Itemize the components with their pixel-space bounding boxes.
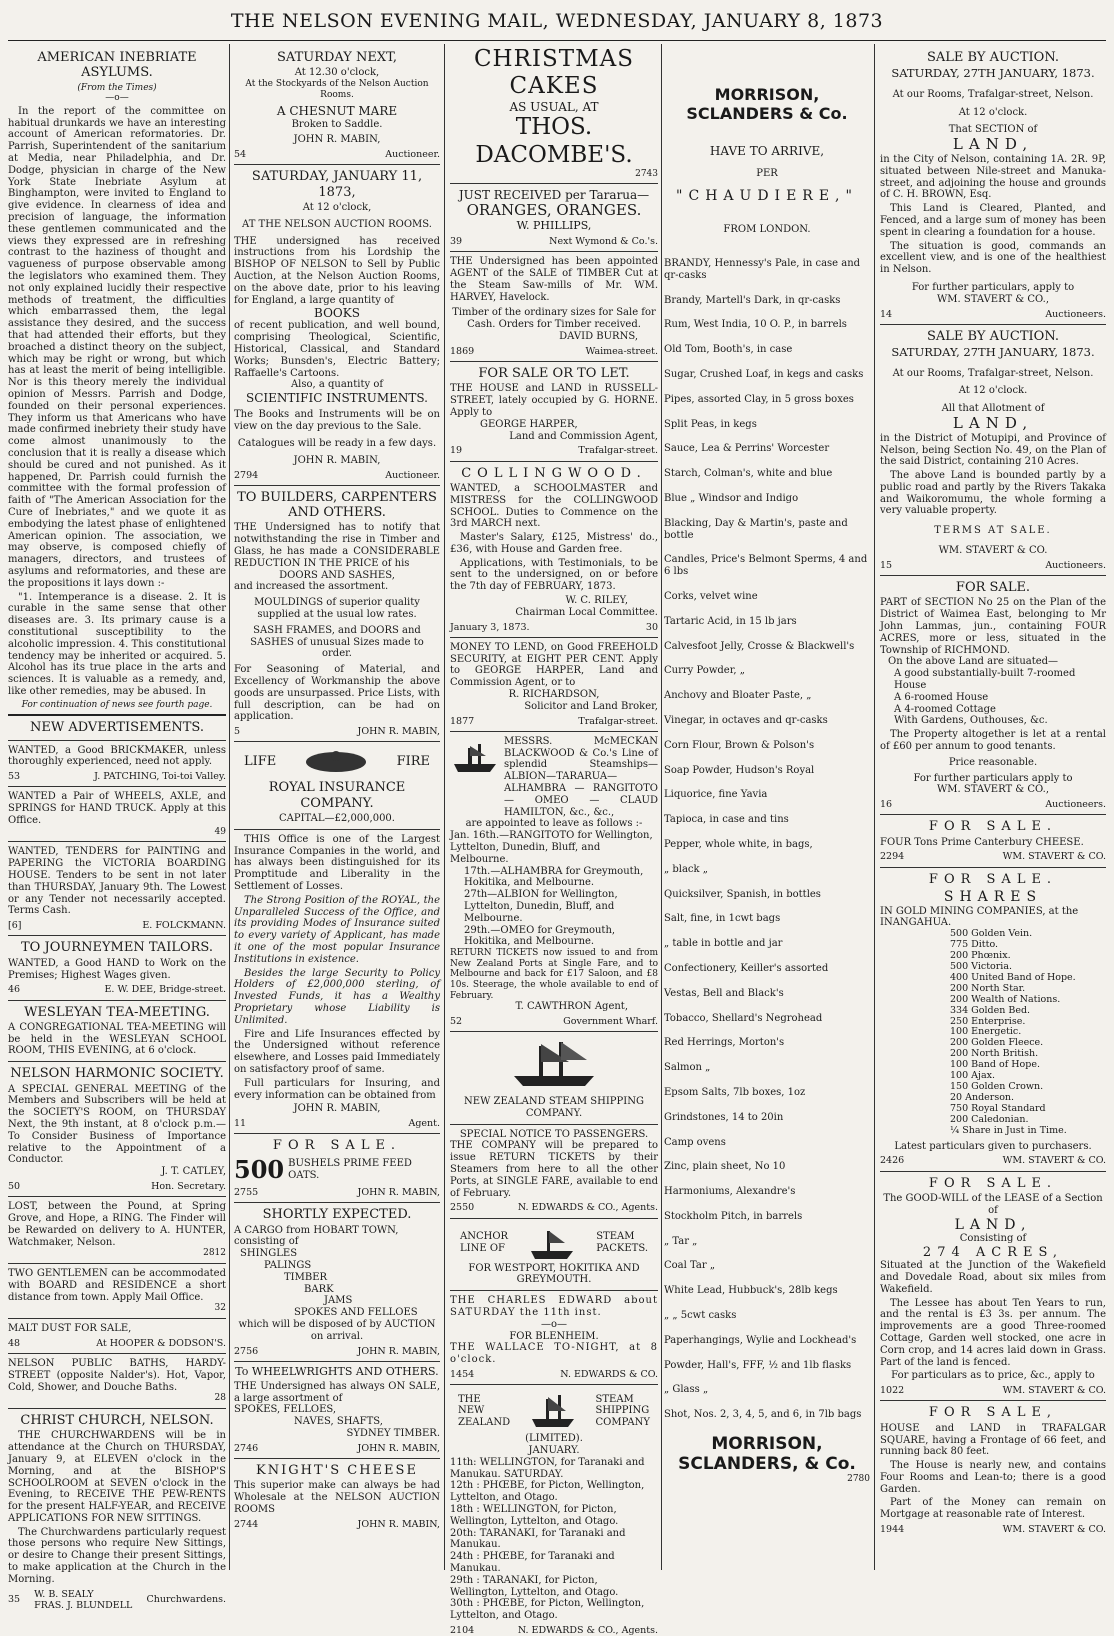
- goods-item: Starch, Colman's, white and blue: [664, 468, 833, 480]
- column-divider: [444, 44, 445, 1570]
- goods-item: Pipes, assorted Clay, in 5 gross boxes: [664, 393, 854, 405]
- goods-list: [664, 258, 870, 1421]
- share-item: 200 Caledonian.: [950, 1113, 1029, 1125]
- steamship-icon: [509, 1036, 599, 1092]
- advert-number: 39: [450, 236, 463, 248]
- advert-gentlemen: TWO GENTLEMEN can be accommodated with BOARD and RESIDENCE a short distance from town. Apply Mail Office.: [8, 1267, 226, 1303]
- masthead-rule: [8, 40, 1106, 41]
- goods-item: Calvesfoot Jelly, Crosse & Blackwell's: [664, 640, 855, 652]
- column-divider: [874, 44, 875, 1570]
- church-paragraph: The Churchwardens particularly request those persons who require New Sittings, or desire to Change their present Sittings, to make application at the Church in the Morning.: [8, 1526, 226, 1585]
- advert-signature: J. PATCHING, Toi-toi Valley.: [94, 771, 226, 783]
- nz-steam-title: NEW ZEALAND STEAM SHIPPING COMPANY.: [464, 1096, 644, 1119]
- advert-tenders: WANTED, TENDERS for PAINTING and PAPERING the VICTORIA BOARDING HOUSE. Tenders to be sent in not later than THURSDAY, January 9th. The Lowest or any Tender not necessarily accepted. Terms Cash.: [8, 846, 226, 917]
- christmas-cakes-title: CHRISTMAS CAKES: [473, 46, 635, 100]
- builders-title: TO BUILDERS, CARPENTERS AND OTHERS.: [237, 489, 437, 521]
- advert-number: 35: [8, 1594, 21, 1606]
- goods-item: Salt, fine, in 1cwt bags: [664, 913, 781, 925]
- advert-number: 50: [8, 1180, 21, 1192]
- advert-number: 1022: [880, 1385, 905, 1397]
- share-item: 100 Band of Hope.: [950, 1059, 1040, 1071]
- tailors-title: TO JOURNEYMEN TAILORS.: [21, 940, 213, 956]
- advert-number: 1944: [880, 1524, 905, 1536]
- goods-item: Grindstones, 14 to 20in: [664, 1111, 784, 1123]
- goods-item: Candles, Price's Belmont Sperms, 4 and 6 lbs: [664, 554, 868, 578]
- goods-item: „ Glass „: [664, 1384, 709, 1396]
- advert-number: 2780: [847, 1474, 870, 1485]
- advert-number: 48: [8, 1337, 21, 1349]
- goods-item: Blue „ Windsor and Indigo: [664, 492, 799, 504]
- goods-item: Epsom Salts, 7lb boxes, 1oz: [664, 1086, 806, 1098]
- advert-tailors: WANTED, a Good HAND to Work on the Premises; Highest Wages given.: [8, 957, 226, 981]
- share-item: 500 Golden Vein.: [950, 928, 1033, 940]
- share-item: 750 Royal Standard: [950, 1102, 1046, 1114]
- shares-list: [950, 929, 1106, 1137]
- advert-number: 54: [234, 149, 247, 161]
- advert-number: [6]: [8, 920, 22, 932]
- goods-item: Red Herrings, Morton's: [664, 1037, 785, 1049]
- share-item: 150 Golden Crown.: [950, 1081, 1044, 1093]
- masthead: THE NELSON EVENING MAIL, WEDNESDAY, JANUARY 8, 1873: [230, 10, 884, 32]
- advert-number: 53: [8, 771, 21, 783]
- goods-item: Tobacco, Shellard's Negrohead: [664, 1012, 823, 1024]
- asylums-paragraph: "1. Intemperance is a disease. 2. It is curable in the same sense that other diseases are. 3. Its primary cause is a constitutional susceptibility to the alcoholic impression. 4. This constitutional tendency may be inherited or acquired. 5. Alcohol has its true place in the arts and sciences. It is valuable as a remedy, and, like other remedies, may be abused. In: [8, 591, 226, 697]
- books-paragraph: THE undersigned has received instructions from his Lordship the BISHOP OF NELSON to Sell by Public Auction, at the Nelson Auction Rooms, on the above date, prior to his leaving for England, a large quantity of: [234, 235, 440, 306]
- church-paragraph: THE CHURCHWARDENS will be in attendance at the Church on THURSDAY, January 9, at ELEVEN o'clock in the Morning, and at the BISHOP'S SCHOOLROOM at SEVEN o'clock in the Evening, to RECEIVE THE PEW-RENTS for the present HALF-YEAR, and RECEIVE APPLICATIONS FOR NEW SITTINGS.: [8, 1430, 226, 1524]
- share-item: 200 Wealth of Nations.: [950, 993, 1061, 1005]
- advert-number: 28: [214, 1393, 226, 1404]
- advert-number: 2550: [450, 1202, 475, 1214]
- goods-item: Split Peas, in kegs: [664, 418, 757, 430]
- goods-item: Corn Flour, Brown & Polson's: [664, 739, 815, 751]
- advert-number: 5: [234, 726, 241, 738]
- asylums-continuation: For continuation of news see fourth page.: [21, 699, 213, 710]
- goods-item: Paperhangings, Wylie and Lockhead's: [664, 1334, 857, 1346]
- goods-item: Vinegar, in octaves and qr-casks: [664, 714, 828, 726]
- advert-number: 2743: [635, 168, 658, 179]
- goods-item: Vestas, Bell and Black's: [664, 987, 784, 999]
- goods-item: Quicksilver, Spanish, in bottles: [664, 888, 821, 900]
- auctioneer-name: JOHN R. MABIN,: [293, 134, 381, 146]
- share-item: 200 Phœnix.: [950, 949, 1011, 961]
- advert-malt: MALT DUST FOR SALE,: [8, 1322, 132, 1334]
- column-divider: [661, 44, 662, 1570]
- asylums-title: AMERICAN INEBRIATE ASYLUMS.: [37, 50, 197, 81]
- goods-item: Blacking, Day & Martin's, paste and bottle: [664, 517, 848, 541]
- goods-item: „ table in bottle and jar: [664, 938, 783, 950]
- advert-signature: J. T. CATLEY,: [161, 1166, 226, 1178]
- auction-heading: SATURDAY, JANUARY 11, 1873,: [251, 169, 423, 200]
- goods-item: Pepper, whole white, in bags,: [664, 838, 813, 850]
- goods-item: Soap Powder, Hudson's Royal: [664, 764, 815, 776]
- advert-harmonic: A SPECIAL GENERAL MEETING of the Members and Subscribers will be held at the SOCIETY'S ROOM, on THURSDAY Next, the 9th instant, at 8 o'clock p.m.— To Consider Business of Importance relative to the Appointment of a Conductor.: [8, 1083, 226, 1166]
- advert-signature: E. FOLCKMANN.: [142, 920, 226, 932]
- advert-number: 52: [450, 1016, 463, 1028]
- advert-wesleyan: A CONGREGATIONAL TEA-MEETING will be held in the WESLEYAN SCHOOL ROOM, THIS EVENING, at 6 o'clock.: [8, 1021, 226, 1057]
- goods-item: White Lead, Hubbuck's, 28lb kegs: [664, 1285, 838, 1297]
- advert-number: 19: [450, 445, 463, 457]
- goods-item: Old Tom, Booth's, in case: [664, 344, 793, 356]
- advert-number: 16: [880, 799, 893, 811]
- advert-number: 46: [8, 984, 21, 996]
- steamship-icon: [528, 1389, 578, 1433]
- goods-item: Salmon „: [664, 1062, 711, 1074]
- share-item: 400 United Band of Hope.: [950, 971, 1076, 983]
- new-adverts-title: NEW ADVERTISEMENTS.: [29, 720, 204, 736]
- share-item: 20 Anderson.: [950, 1091, 1015, 1103]
- advert-baths: NELSON PUBLIC BATHS, HARDY-STREET (opposite Nalder's). Hot, Vapor, Cold, Shower, and Douche Baths.: [8, 1357, 226, 1393]
- advert-number: 15: [880, 559, 893, 571]
- advert-number: 49: [214, 826, 226, 837]
- goods-item: Tartaric Acid, in 15 lb jars: [664, 615, 797, 627]
- share-item: 775 Ditto.: [950, 939, 999, 951]
- share-item: 100 Ajax.: [950, 1070, 995, 1082]
- column-1: AMERICAN INEBRIATE ASYLUMS. (From the Times) —o— In the report of the committee on habitual drunkards we have an interesting account of American reformatories. Dr. Parrish, Superintendent of the sanitarium at Media, near Philadelphia, and Dr. Dodge, physician in charge of the New York State Inebriate Asylum at Binghampton, were invited to England to give evidence. In clearness of idea and precision of language, the information these gentlemen communicated and the views they expressed are in refreshing contrast to the haziness of thought and vagueness of purpose observable among the legislators who examined them. They not only explained lucidly their respective methods of treatment, the difficulties which embarrassed them, the legal assistance they desired, and the success that had attended their efforts, but they broached a distinct theory on the subject, which may be right or wrong, but which has at least the merit of being intelligible. Nor is this theory merely the individual opinion of Messrs. Parrish and Dodge, founded on their personal experiences. They inform us that Americans who have made confirmed inebriety their study have come almost unanimously to the conclusion that it is really a disease which should be cured and not punished. As it happened, Dr. Parrish could furnish the committee with the formal profession of faith of "The American Association for the Cure of Inebriates," and we quote it as embodying the latest phase of enlightened American opinion. The association, we may observe, is composed chiefly of managers, directors, and trustees of asylums and reformatories, and these are the propositions it lays down :- "1. Intemperance is a disease. 2. It is curable in the same sense that other diseases are. 3. Its primary cause is a constitutional susceptibility to the alcoholic impression. 4. This constitutional tendency may be inherited or acquired. 5. Alcohol has its true place in the arts and sciences. It is valuable as a remedy, and, like other remedies, may be abused. In For continuation of news see fourth page. NEW ADVERTISEMENTS. WANTED, a Good BRICKMAKER, unless thoroughly experienced, need not apply. 53 J. PATCHING, Toi-toi Valley. WANTED a Pair of WHEELS, AXLE, and SPRINGS for HAND TRUCK. Apply at this Office. 49 WANTED, TENDERS for PAINTING and PAPERING the VICTORIA BOARDING HOUSE. Tenders to be sent in not later than THURSDAY, January 9th. The Lowest or any Tender not necessarily accepted. Terms Cash. [6] E. FOLCKMANN. TO JOURNEYMEN TAILORS. WANTED, a Good HAND to Work on the Premises; Highest Wages given. 46 E. W. DEE, Bridge-street. WESLEYAN TEA-MEETING. A CONGREGATIONAL TEA-MEETING will be held in the WESLEYAN SCHOOL ROOM, THIS EVENING, at 6 o'clock. NELSON HARMONIC SOCIETY. A SPECIAL GENERAL MEETING of the Members and Subscribers will be held at the SOCIETY'S ROOM, on THURSDAY Next, the 9th instant, at 8 o'clock p.m.— To Consider Business of Importance relative to the Appointment of a Conductor. J. T. CATLEY, 50 Hon. Secretary. LOST, between the Pound, at Spring Grove, and Hope, a RING. The Finder will be Rewarded on delivery to A. HUNTER, Watchmaker, Nelson. 2812 TWO GENTLEMEN can be accommodated with BOARD and RESIDENCE a short distance from town. Apply Mail Office. 32 MALT DUST FOR SALE, 48 At HOOPER & DODSON'S. NELSON PUBLIC BATHS, HARDY-STREET (opposite Nalder's). Hot, Vapor, Cold, Shower, and Douche Baths. 28 CHRIST CHURCH, NELSON. THE CHURCHWARDENS will be in attendance at the Church on THURSDAY, January 9, at ELEVEN o'clock in the Morning, and at the BISHOP'S SCHOOLROOM at SEVEN o'clock in the Evening, to RECEIVE THE PEW-RENTS for the present HALF-YEAR, and RECEIVE APPLICATIONS FOR NEW SITTINGS. The Churchwardens particularly request those persons who require New Sittings, or desire to Change their present Sittings, to make application at the Church in the Morning. 35 W. B. SEALY FRAS. J. BLUNDELL Churchwardens.: [8, 50, 226, 1611]
- advert-number: 2756: [234, 1345, 259, 1357]
- advert-number: 2426: [880, 1155, 905, 1167]
- advert-number: 2746: [234, 1442, 259, 1454]
- advert-number: 2744: [234, 1518, 259, 1530]
- advert-number: 2294: [880, 851, 905, 863]
- auction-heading: SATURDAY NEXT,: [276, 50, 397, 65]
- column-divider: [229, 44, 230, 1570]
- asylums-source: (From the Times): [77, 82, 157, 93]
- goods-item: Sauce, Lea & Perrins' Worcester: [664, 443, 830, 455]
- royal-title: ROYAL INSURANCE COMPANY.: [268, 780, 406, 811]
- share-item: ¼ Share in Just in Time.: [950, 1124, 1067, 1136]
- goods-item: Confectionery, Keiller's assorted: [664, 962, 829, 974]
- share-item: 200 North Star.: [950, 982, 1026, 994]
- goods-item: Rum, West India, 10 O. P., in barrels: [664, 319, 847, 331]
- share-item: 200 North British.: [950, 1048, 1039, 1060]
- dacombe-title: THOS. DACOMBE'S.: [475, 114, 633, 168]
- goods-item: Brandy, Martell's Dark, in qr-casks: [664, 294, 841, 306]
- morrison-footer: MORRISON, SCLANDERS, & Co.: [678, 1434, 856, 1475]
- goods-item: Harmoniums, Alexandre's: [664, 1186, 796, 1198]
- steamship-icon: [527, 1223, 577, 1263]
- share-item: 334 Golden Bed.: [950, 1004, 1031, 1016]
- advert-number: 11: [234, 1118, 247, 1130]
- steamship-icon: [450, 736, 500, 776]
- share-item: 500 Victoria.: [950, 960, 1013, 972]
- advert-number: 14: [880, 308, 893, 320]
- advert-signature: E. W. DEE, Bridge-street.: [104, 984, 226, 996]
- advert-number: 1877: [450, 715, 475, 727]
- goods-item: Corks, velvet wine: [664, 590, 758, 602]
- wesleyan-title: WESLEYAN TEA-MEETING.: [24, 1004, 210, 1020]
- church-title: CHRIST CHURCH, NELSON.: [20, 1412, 214, 1428]
- advert-number: 2812: [203, 1248, 226, 1259]
- goods-item: Stockholm Pitch, in barrels: [664, 1210, 803, 1222]
- goods-item: Tapioca, in case and tins: [664, 814, 789, 826]
- goods-item: Curry Powder, „: [664, 665, 745, 677]
- goods-item: Coal Tar „: [664, 1260, 716, 1272]
- advert-wheels: WANTED a Pair of WHEELS, AXLE, and SPRINGS for HAND TRUCK. Apply at this Office.: [8, 791, 226, 827]
- advert-number: 2794: [234, 469, 259, 481]
- column-2: SATURDAY NEXT, At 12.30 o'clock, At the Stockyards of the Nelson Auction Rooms. A CHESNUT MARE Broken to Saddle. JOHN R. MABIN, 54 Auctioneer. SATURDAY, JANUARY 11, 1873, At 12 o'clock, AT THE NELSON AUCTION ROOMS. THE undersigned has received instructions from his Lordship the BISHOP OF NELSON to Sell by Public Auction, at the Nelson Auction Rooms, on the above date, prior to his leaving for England, a large quantity of BOOKS of recent publication, and well bound, comprising Theological, Scientific, Historical, Classical, and Standard Works; Bunsden's, Electric Battery; Raffaelle's Cartoons. Also, a quantity of SCIENTIFIC INSTRUMENTS. The Books and Instruments will be on view on the day previous to the Sale. Catalogues will be ready in a few days. JOHN R. MABIN, 2794 Auctioneer. TO BUILDERS, CARPENTERS AND OTHERS. THE Undersigned has to notify that notwithstanding the rise in Timber and Glass, he has made a CONSIDERABLE REDUCTION IN THE PRICE of his DOORS AND SASHES, and increased the assortment. MOULDINGS of superior quality supplied at the usual low rates. SASH FRAMES, and DOORS and SASHES of unusual Sizes made to order. For Seasoning of Material, and Excellency of Workmanship the above goods are unsurpassed. Price Lists, with full description, can be had on application. 5 JOHN R. MABIN, LIFE FIRE ROYAL INSURANCE COMPANY. CAPITAL—£2,000,000. THIS Office is one of the Largest Insurance Companies in the world, and has always been distinguished for its Promptitude and Liberality in the Settlement of Losses. The Strong Position of the ROYAL, the Unparalleled Success of the Office, and its providing Modes of Insurance suited to every variety of Applicant, has made it one of the most popular Insurance Institutions in existence. Besides the large Security to Policy Holders of £2,000,000 sterling, of Invested Funds, it has a Wealthy Proprietary whose Liability is Unlimited. Fire and Life Insurances effected by the Undersigned without reference elsewhere, and Losses paid Immediately on satisfactory proof of same. Full particulars for Insuring, and every information can be obtained from JOHN R. MABIN, 11 Agent. FOR SALE. 500 BUSHELS PRIME FEED OATS. 2755 JOHN R. MABIN, SHORTLY EXPECTED. A CARGO from HOBART TOWN, consisting of SHINGLES PALINGS TIMBER BARK JAMS SPOKES AND FELLOES which will be disposed of by AUCTION on arrival. 2756 JOHN R. MABIN, To WHEELWRIGHTS AND OTHERS. THE Undersigned has always ON SALE, a large assortment of SPOKES, FELLOES, NAVES, SHAFTS, SYDNEY TIMBER. 2746 JOHN R. MABIN, KNIGHT'S CHEESE This superior make can always be had Wholesale at the NELSON AUCTION ROOMS 2744 JOHN R. MABIN,: [234, 50, 440, 1530]
- goods-item: „ black „: [664, 863, 708, 875]
- advert-brickmaker: WANTED, a Good BRICKMAKER, unless thoroughly experienced, need not apply.: [8, 744, 226, 768]
- goods-item: „ „ 5cwt casks: [664, 1310, 737, 1322]
- column-5: SALE BY AUCTION. SATURDAY, 27TH JANUARY, 1873. At our Rooms, Trafalgar-street, Nelson. At 12 o'clock. That SECTION of LAND, in the City of Nelson, containing 1A. 2R. 9P, situated between Nile-street and Manuka-street, and adjoining the house and grounds of C. H. BROWN, Esq. This Land is Cleared, Planted, and Fenced, and a large sum of money has been spent in clearing a foundation for a house. The situation is good, commands an excellent view, and is one of the healthiest in Nelson. For further particulars, apply to WM. STAVERT & CO., 14 Auctioneers. SALE BY AUCTION. SATURDAY, 27TH JANUARY, 1873. At our Rooms, Trafalgar-street, Nelson. At 12 o'clock. All that Allotment of LAND, in the District of Motupipi, and Province of Nelson, being Section No. 49, on the Plan of the said District, containing 210 Acres. The above Land is bounded partly by a public road and partly by the Rivers Takaka and Waikoromumu, the whole forming a very valuable property. TERMS AT SALE. WM. STAVERT & CO. 15 Auctioneers. FOR SALE. PART of SECTION No 25 on the Plan of the District of Waimea East, belonging to Mr John Lammas, jun., containing FOUR ACRES, more or less, situated in the Township of RICHMOND. On the above Land are situated— A good substantially-built 7-roomed House A 6-roomed House A 4-roomed Cottage With Gardens, Outhouses, &c. The Property altogether is let at a rental of £60 per annum to good tenants. Price reasonable. For further particulars apply to WM. STAVERT & CO., 16 Auctioneers. FOR SALE. FOUR Tons Prime Canterbury CHEESE. 2294 WM. STAVERT & CO. FOR SALE. SHARES IN GOLD MINING COMPANIES, at the INANGAHUA. 500 Golden Vein. 775 Ditto. 200 Phœnix. 500 Victoria. 400 United Band of Hope. 200 North Star. 200 Wealth of Nations. 334 Golden Bed. 250 Enterprise. 100 Energetic. 200 Golden Fleece. 200 North British. 100 Band of Hope. 100 Ajax. 150 Golden Crown. 20 Anderson. 750 Royal Standard 200 Caledonian. ¼ Share in Just in Time. Latest particulars given to purchasers. 2426 WM. STAVERT & CO. FOR SALE. The GOOD-WILL of the LEASE of a Section of LAND, Consisting of 274 ACRES, Situated at the Junction of the Wakefield and Dovedale Road, about six miles from Wakefield. The Lessee has about Ten Years to run, and the rental is £3 3s. per annum. The improvements are a good Three-roomed Cottage, Garden well stocked, one acre in Corn crop, and 14 acres laid down in Grass. Part of the land is fenced. For particulars as to price, &c., apply to 1022 WM. STAVERT & CO. FOR SALE, HOUSE and LAND in TRAFALGAR SQUARE, having a Frontage of 66 feet, and running back 80 feet. The House is nearly new, and contains Four Rooms and Lean-to; there is a good Garden. Part of the Money can remain on Mortgage at reasonable rate of Interest. 1944 WM. STAVERT & CO.: [880, 50, 1106, 1536]
- asylums-paragraph: In the report of the committee on habitual drunkards we have an interesting account of American reformatories. Dr. Parrish, Superintendent of the sanitarium at Media, near Philadelphia, and Dr. Dodge, physician in charge of the New York State Inebriate Asylum at Binghampton, were invited to England to give evidence. In clearness of idea and precision of language, the information these gentlemen communicated and the views they expressed are in refreshing contrast to the haziness of thought and vagueness of purpose observable among the legislators who examined them. They not only explained lucidly their respective methods of treatment, the difficulties which embarrassed them, the legal assistance they desired, and the success that had attended their efforts, but they broached a distinct theory on the subject, which may be right or wrong, but which has at least the merit of being intelligible. Nor is this theory merely the individual opinion of Messrs. Parrish and Dodge, founded on their personal experiences. They inform us that Americans who have made confirmed inebriety their study have come almost unanimously to the conclusion that it is really a disease which should be cured and not punished. As it happened, Dr. Parrish could furnish the committee with the formal profession of faith of "The American Association for the Cure of Inebriates," and we quote it as embodying the latest phase of enlightened American opinion. The association, we may observe, is composed chiefly of managers, directors, and trustees of asylums and reformatories, and these are the propositions it lays down :-: [8, 105, 226, 589]
- share-item: 200 Golden Fleece.: [950, 1037, 1044, 1049]
- harmonic-title: NELSON HARMONIC SOCIETY.: [10, 1066, 224, 1082]
- goods-item: Anchovy and Bloater Paste, „: [664, 690, 812, 702]
- advert-number: 1454: [450, 1369, 475, 1380]
- goods-item: „ Tar „: [664, 1235, 698, 1247]
- column-4: MORRISON, SCLANDERS & Co. HAVE TO ARRIVE, PER "CHAUDIERE," FROM LONDON. BRANDY, Hennessy's Pale, in case and qr-casks Brandy, Martell's Dark, in qr-casks Rum, West India, 10 O. P., in barrels Old Tom, Booth's, in case Sugar, Crushed Loaf, in kegs and casks Pipes, assorted Clay, in 5 gross boxes Split Peas, in kegs Sauce, Lea & Perrins' Worcester Starch, Colman's, white and blue Blue „ Windsor and Indigo Blacking, Day & Martin's, paste and bottle Candles, Price's Belmont Sperms, 4 and 6 lbs Corks, velvet wine Tartaric Acid, in 15 lb jars Calvesfoot Jelly, Crosse & Blackwell's Curry Powder, „ Anchovy and Bloater Paste, „ Vinegar, in octaves and qr-casks Corn Flour, Brown & Polson's Soap Powder, Hudson's Royal Liquorice, fine Yavia Tapioca, in case and tins Pepper, whole white, in bags, „ black „ Quicksilver, Spanish, in bottles Salt, fine, in 1cwt bags „ table in bottle and jar Confectionery, Keiller's assorted Vestas, Bell and Black's Tobacco, Shellard's Negrohead Red Herrings, Morton's Salmon „ Epsom Salts, 7lb boxes, 1oz Grindstones, 14 to 20in Camp ovens Zinc, plain sheet, No 10 Harmoniums, Alexandre's Stockholm Pitch, in barrels „ Tar „ Coal Tar „ White Lead, Hubbuck's, 28lb kegs „ „ 5cwt casks Paperhangings, Wylie and Lockhead's Powder, Hall's, FFF, ½ and 1lb flasks „ Glass „ Shot, Nos. 2, 3, 4, 5, and 6, in 7lb bags MORRISON, SCLANDERS, & Co. 2780: [664, 85, 870, 1485]
- goods-item: BRANDY, Hennessy's Pale, in case and qr-casks: [664, 258, 861, 281]
- share-item: 100 Energetic.: [950, 1026, 1022, 1038]
- advert-lost: LOST, between the Pound, at Spring Grove, and Hope, a RING. The Finder will be Rewarded on delivery to A. HUNTER, Watchmaker, Nelson.: [8, 1201, 226, 1248]
- advert-number: 2104: [450, 1624, 475, 1636]
- advert-number: 30: [645, 621, 658, 633]
- column-3: CHRISTMAS CAKES AS USUAL, AT THOS. DACOMBE'S. 2743 JUST RECEIVED per Tararua— ORANGES, ORANGES. W. PHILLIPS, 39 Next Wymond & Co.'s. THE Undersigned has been appointed AGENT of the SALE of TIMBER Cut at the Steam Saw-mills of Mr. WM. HARVEY, Havelock. Timber of the ordinary sizes for Sale for Cash. Orders for Timber received. DAVID BURNS, 1869 Waimea-street. FOR SALE OR TO LET. THE HOUSE and LAND in RUSSELL-STREET, lately occupied by G. HORNE. Apply to GEORGE HARPER, Land and Commission Agent, 19 Trafalgar-street. COLLINGWOOD. WANTED, a SCHOOLMASTER and MISTRESS for the COLLINGWOOD SCHOOL. Duties to Commence on the 3rd MARCH next. Master's Salary, £125, Mistress' do., £36, with House and Garden free. Applications, with Testimonials, to be sent to the undersigned, on or before the 7th day of FEBRUARY, 1873. W. C. RILEY, Chairman Local Committee. January 3, 1873. 30 MONEY TO LEND, on Good FREEHOLD SECURITY, at EIGHT PER CENT. Apply to GEORGE HARPER, Land and Commission Agent, or to R. RICHARDSON, Solicitor and Land Broker, 1877 Trafalgar-street. MESSRS. McMECKAN BLACKWOOD & Co.'s Line of splendid Steamships— ALBION—TARARUA—ALHAMBRA — RANGITOTO — OMEO — CLAUD HAMILTON, &c., &c., are appointed to leave as follows :- Jan. 16th.—RANGITOTO for Wellington, Lyttelton, Dunedin, Bluff, and Melbourne. 17th.—ALHAMBRA for Greymouth, Hokitika, and Melbourne. 27th—ALBION for Wellington, Lyttelton, Dunedin, Bluff, and Melbourne. 29th.—OMEO for Greymouth, Hokitika, and Melbourne. RETURN TICKETS now issued to and from New Zealand Ports at Single Fare, and to Melbourne and back for £17 Saloon, and £8 10s. Steerage, the whole available to end of February. T. CAWTHRON Agent, 52 Government Wharf. NEW ZEALAND STEAM SHIPPING COMPANY. SPECIAL NOTICE TO PASSENGERS. THE COMPANY will be prepared to issue RETURN TICKETS by their Steamers from here to all the other Ports, at SINGLE FARE, available to end of February. 2550 N. EDWARDS & CO., Agents. ANCHOR LINE OF STEAM PACKETS. FOR WESTPORT, HOKITIKA AND GREYMOUTH. THE CHARLES EDWARD about SATURDAY the 11th inst. —o— FOR BLENHEIM. THE WALLACE TO-NIGHT, at 8 o'clock. 1454 N. EDWARDS & CO. THE NEW ZEALAND STEAM SHIPPING COMPANY (LIMITED). JANUARY. 11th: WELLINGTON, for Taranaki and Manukau. SATURDAY. 12th : PHŒBE, for Picton, Wellington, Lyttelton, and Otago. 18th : WELLINGTON, for Picton, Wellington, Lyttelton, and Otago. 20th: TARANAKI, for Taranaki and Manukau. 24th : PHŒBE, for Taranaki and Manukau. 29th : TARANAKI, for Picton, Wellington, Lyttelton, and Otago. 30th : PHŒBE, for Picton, Wellington, Lyttelton, and Otago. 2104 N. EDWARDS & CO., Agents.: [450, 46, 658, 1636]
- goods-item: Liquorice, fine Yavia: [664, 789, 768, 801]
- advert-number: 1869: [450, 345, 475, 357]
- goods-item: Sugar, Crushed Loaf, in kegs and casks: [664, 369, 864, 380]
- royal-crest-icon: [301, 748, 371, 774]
- share-item: 250 Enterprise.: [950, 1015, 1026, 1027]
- advert-number: 32: [214, 1303, 226, 1314]
- mare-title: A CHESNUT MARE: [276, 104, 398, 119]
- advert-number: 2755: [234, 1187, 259, 1199]
- goods-item: Shot, Nos. 2, 3, 4, 5, and 6, in 7lb bags: [664, 1409, 862, 1421]
- morrison-title: MORRISON, SCLANDERS & Co.: [686, 85, 848, 123]
- goods-item: Powder, Hall's, FFF, ½ and 1lb flasks: [664, 1359, 852, 1371]
- goods-item: Camp ovens: [664, 1136, 726, 1148]
- goods-item: Zinc, plain sheet, No 10: [664, 1161, 786, 1173]
